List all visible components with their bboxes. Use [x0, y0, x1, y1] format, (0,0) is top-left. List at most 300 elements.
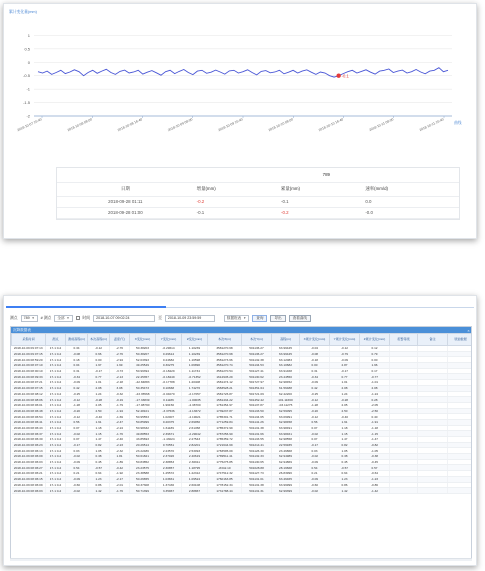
grid-cell: 2.36911 [182, 459, 208, 465]
grid-cell: -1.05 [360, 448, 390, 454]
grid-cell: 1775275.85 [208, 459, 242, 465]
grid-cell: 501126.30 [242, 448, 272, 454]
export-button[interactable]: 导出 [270, 315, 285, 322]
grid-cell: 2018-10-09 08:09:33 [12, 374, 46, 380]
grid-cell: -17.33839 [130, 397, 156, 403]
grid-cell: 1.42 [88, 488, 110, 494]
x-tick-label: 2018-10-10 08:00 [267, 117, 294, 133]
grid-cell: 0.54 [300, 465, 330, 471]
grid-cell: -1.89 [110, 459, 130, 465]
grid-cell: -0.29614 [156, 346, 182, 352]
grid-cell: 1583528.21 [208, 385, 242, 391]
grid-cell: 1.01 [330, 380, 360, 386]
displacement-line-chart [4, 4, 478, 162]
grid-cell: 50.85999 [130, 419, 156, 425]
grid-cell: 1.10239 [182, 351, 208, 357]
grid-cell: 1771259.84 [208, 419, 242, 425]
grid-col-header[interactable]: 本次X(m) [208, 334, 242, 346]
grid-cell: 501131.38 [242, 482, 272, 488]
summary-col-c: 速率(mm/d) [362, 182, 459, 196]
checkbox-icon[interactable] [76, 316, 80, 320]
grid-col-header[interactable]: Y累计变化(mm) [330, 334, 360, 346]
grid-cell: 0.56 [300, 419, 330, 425]
grid-cell: -0.25 [300, 391, 330, 397]
grid-cell: -3.73 [110, 368, 130, 374]
grid-cell: 1778152.34 [208, 482, 242, 488]
grid-cell: 17-1 0-2 [46, 425, 66, 431]
query-button[interactable]: 查询 [252, 315, 267, 322]
grid-cell: 17-1 0-2 [46, 351, 66, 357]
grid-cell: 23.23575 [130, 465, 156, 471]
grid-cell: 1581726.87 [208, 391, 242, 397]
grid-cell: -2.18 [110, 380, 130, 386]
grid-col-header[interactable]: 高程(m) [272, 334, 300, 346]
grid-cell: 1721644.69 [208, 442, 242, 448]
grid-cell: 2018-10-09 08:07:10 [12, 363, 46, 369]
grid-cell: 2018-10-09 08:59:20 [12, 357, 46, 363]
grid-cell: 63.99445 [272, 351, 300, 357]
grid-cell: 17-1 0-2 [46, 465, 66, 471]
grid-cell: -0.17 [88, 368, 110, 374]
grid-cell: 1.96150 [156, 402, 182, 408]
grid-cell: 23.44550 [272, 374, 300, 380]
grid-cell: 501136.27 [242, 346, 272, 352]
grid-cell: 2018-10-09 08:06:21 [12, 471, 46, 477]
grid-cell: 62.98452 [272, 380, 300, 386]
y-tick-label: 0.5 [24, 46, 30, 52]
grid-cell: 501727.97 [242, 380, 272, 386]
grid-col-header[interactable]: 测前高程(m) [66, 334, 88, 346]
grid-cell: 1.10239 [182, 346, 208, 352]
grid-cell: 0.45 [330, 459, 360, 465]
grid-cell: 1.96 [360, 363, 390, 369]
grid-cell: -2.47 [110, 419, 130, 425]
y-tick-label: -2 [26, 113, 30, 119]
grid-cell: 63.98491 [272, 425, 300, 431]
grid-cell: 1.06890 [182, 363, 208, 369]
grid-cell: -43.35568 [130, 391, 156, 397]
grid-cell: -2.32 [110, 448, 130, 454]
summary-table [56, 167, 460, 220]
grid-cell: 22.59935 [272, 442, 300, 448]
grid-cell: 1.20408 [182, 380, 208, 386]
grid-col-header[interactable]: 原始数据 [448, 334, 473, 346]
grid-cell: -0.38 [360, 454, 390, 460]
grid-cell: -0.17788 [156, 380, 182, 386]
grid-cell: -1.43024 [156, 437, 182, 443]
date-separator: 至 [158, 315, 162, 320]
grid-cell: 43.85693 [130, 437, 156, 443]
grid-cell: 1.24 [330, 391, 360, 397]
grid-cell: 1.05 [330, 448, 360, 454]
grid-cell: -0.20 [300, 408, 330, 414]
grid-cell: 0.77 [330, 374, 360, 380]
grid-cell: 2018-10-09 08:06:15 [12, 476, 46, 482]
grid-cell: -0.02 [66, 454, 88, 460]
grid-cell: 2018-10-09 08:06:48 [12, 408, 46, 414]
y-axis-unit-label: 累计变化量(mm) [9, 10, 37, 14]
grid-cell: 1.91 [330, 419, 360, 425]
grid-cell: -0.12 [300, 397, 330, 403]
grid-col-header[interactable]: Z变化(mm) [182, 334, 208, 346]
grid-cell: 0.11186 [156, 397, 182, 403]
grid-cell: 50.26655 [130, 476, 156, 482]
grid-col-header[interactable]: Y变化(mm) [156, 334, 182, 346]
grid-cell: 2.53093 [182, 448, 208, 454]
date-to-input[interactable]: 2018-10-09 23:59:59 [165, 315, 215, 322]
grid-cell: -0.71352 [182, 374, 208, 380]
grid-cell: 2018-10-09 08:08:12 [12, 391, 46, 397]
grid-cell: 50.38207 [130, 351, 156, 357]
grid-cell: 1.42 [330, 488, 360, 494]
grid-cell: -1.28 [66, 402, 88, 408]
grid-cell: 0.29614 [156, 351, 182, 357]
grid-cell: 0.86 [88, 482, 110, 488]
grid-cell: -1.23 [360, 476, 390, 482]
grid-cell: -0.08 [300, 351, 330, 357]
grid-cell: 17-1 0-2 [46, 385, 66, 391]
grid-cell: -0.09 [66, 380, 88, 386]
grid-cell: 2018-10-09 08:06:41 [12, 419, 46, 425]
grid-cell: 1.47 [330, 437, 360, 443]
grid-cell: 17-1 0-2 [46, 414, 66, 420]
grid-cell: 1747512.32 [208, 471, 242, 477]
grid-cell: 63.46465 [272, 476, 300, 482]
grid-cell: 1.18 [88, 425, 110, 431]
grid-cell: 1785301.71 [208, 414, 242, 420]
grid-cell: -0.18249 [156, 374, 182, 380]
grid-col-header[interactable]: 备注 [418, 334, 448, 346]
grid-cell: 0.56 [66, 419, 88, 425]
grid-cell: 17-1 0-2 [46, 482, 66, 488]
grid-cell: -0.57 [330, 465, 360, 471]
grid-cell: 0.30275 [156, 363, 182, 369]
grid-cell: 2.05 [88, 402, 110, 408]
grid-cell: 1.81 [110, 454, 130, 460]
grid-cell: -17.08790 [130, 402, 156, 408]
grid-cell: 501141.26 [242, 419, 272, 425]
grid-cell: 17-1 0-2 [46, 374, 66, 380]
grid-cell: 0.82 [330, 442, 360, 448]
grid-cell: -0.32 [110, 391, 130, 397]
grid-cell: 1.23 [88, 476, 110, 482]
grid-col-header[interactable]: Z累计变化(mm) [360, 334, 390, 346]
grid-cell: -0.12 [66, 397, 88, 403]
chevron-down-icon: ▼ [66, 316, 70, 320]
grid-cell: 17-1 0-2 [46, 437, 66, 443]
grid-cell: 0.10668 [156, 385, 182, 391]
grid-cell: -0.17 [300, 442, 330, 448]
grid-cell: -0.17 [66, 442, 88, 448]
grid-cell: 1781354.97 [208, 402, 242, 408]
grid-cell: -4.19021 [182, 414, 208, 420]
grid-cell: 1.37436 [156, 482, 182, 488]
grid-cell: -0.09 [300, 459, 330, 465]
grid-cell: 1783595.09 [208, 448, 242, 454]
grid-cell: 50.99394 [130, 368, 156, 374]
grid-cell: 3.35967 [156, 488, 182, 494]
grid-cell: 50.38203 [130, 346, 156, 352]
grid-cell: -1.76 [110, 431, 130, 437]
grid-cell: 49.25549 [130, 363, 156, 369]
grid-header-row [12, 334, 473, 346]
grid-cell: -1.00035 [182, 397, 208, 403]
point-label: 测点 [10, 315, 18, 320]
grid-cell: 1.05 [88, 448, 110, 454]
grid-cell: 2.23570 [156, 448, 182, 454]
grid-cell: -0.12 [66, 414, 88, 420]
grid-cell: 2018-10-09 08:08:06 [12, 397, 46, 403]
grid-cell: -0.79 [330, 351, 360, 357]
grid-cell: 0.07 [66, 437, 88, 443]
grid-cell: 62.42200 [272, 391, 300, 397]
grid-cell: 17-1 0-2 [46, 380, 66, 386]
grid-cell: 61.56488 [272, 385, 300, 391]
grid-cell: 1.03831 [156, 476, 182, 482]
summary-header-row [57, 182, 459, 196]
grid-cell [390, 488, 418, 494]
grid-cell: 1785359.72 [208, 437, 242, 443]
grid-cell: 17-1 0-2 [46, 431, 66, 437]
grid-cell: 0.77 [88, 374, 110, 380]
grid-cell: -0.04 [300, 346, 330, 352]
grid-cell: -0.64 [360, 471, 390, 477]
grid-cell: 0.40 [360, 414, 390, 420]
grid-cell: 0.54 [66, 465, 88, 471]
grid-cell: 17-1 0-2 [46, 419, 66, 425]
grid-cell: 0.21 [66, 471, 88, 477]
table-row: 2018-09-28 01:11 -0.2 -0.1 0.0 [57, 196, 459, 207]
grid-cell: 501127.73 [242, 471, 272, 477]
x-tick-label: 2018-10-11 16:40 [418, 117, 445, 133]
grid-cell: 501132.33 [242, 454, 272, 460]
grid-col-header[interactable]: 本次Y(m) [242, 334, 272, 346]
horizontal-scrollbar[interactable] [10, 558, 472, 561]
grid-cell: -2.40 [110, 437, 130, 443]
grid-cell: -0.40 [88, 414, 110, 420]
x-tick-label: 2018-10-08 16:40 [116, 117, 143, 133]
grid-cell: 2018-10-09 08:06:03 [12, 488, 46, 494]
x-tick-label: 2018-10-07 16:40 [16, 117, 43, 133]
grid-col-header[interactable]: 温度(℃) [110, 334, 130, 346]
table-row[interactable] [12, 488, 473, 494]
grid-cell: -1.91 [360, 419, 390, 425]
grid-cell: 0.00 [300, 363, 330, 369]
grid-cell: 1581474.12 [208, 380, 242, 386]
grid-cell: 1.47 [88, 437, 110, 443]
point-select[interactable]: 789 ▼ [21, 315, 38, 322]
grid-cell: 17-1 0-2 [46, 402, 66, 408]
grid-cell: 63.10682 [272, 363, 300, 369]
y-tick-label: 1 [27, 32, 30, 38]
grid-cell: -0.08 [66, 351, 88, 357]
grid-cell: 1.74276 [182, 385, 208, 391]
grid-cell: 501137.87 [242, 402, 272, 408]
grid-cell: -0.12 [330, 346, 360, 352]
mark-select[interactable]: 全部 ▼ [54, 315, 72, 322]
grid-cell: 2.05 [330, 402, 360, 408]
grid-cell: 52.03393 [130, 357, 156, 363]
grid-cell: 1.91 [88, 419, 110, 425]
grid-cell: -8342.10 [208, 465, 242, 471]
grid-cell: -0.12 [88, 346, 110, 352]
grid-cell: 0.86 [330, 482, 360, 488]
grid-cell: 0.07 [300, 425, 330, 431]
summary-col-b: 累量(mm) [278, 182, 362, 196]
grid-cell: 23.46868 [272, 448, 300, 454]
grid-col-header[interactable]: 报警等级 [390, 334, 418, 346]
grid-cell: 62.94989 [272, 454, 300, 460]
grid-cell: 501130.65 [242, 459, 272, 465]
grid-cell: 1612945.29 [208, 374, 242, 380]
highlight-label: -0.1 [341, 73, 349, 79]
grid-cell: 501130.62 [242, 374, 272, 380]
grid-cell: 63.91468 [272, 368, 300, 374]
chevron-down-icon: ▼ [31, 316, 35, 320]
grid-cell: -1.18 [360, 425, 390, 431]
grid-cell: 1581434.22 [208, 397, 242, 403]
grid-cell: 2.08 [88, 385, 110, 391]
chevron-down-icon: ▼ [243, 316, 247, 320]
grid-col-header[interactable]: X累计变化(mm) [300, 334, 330, 346]
close-icon[interactable]: × [467, 327, 470, 333]
grid-cell: 501133.50 [242, 408, 272, 414]
grid-cell: 2018-10-09 08:06:30 [12, 437, 46, 443]
grid-cell: 2.88867 [182, 488, 208, 494]
grid-cell: -0.09 [66, 476, 88, 482]
grid-cell: 1.18 [330, 425, 360, 431]
grid-cell: 2.38853 [156, 459, 182, 465]
time-label: 时间 [82, 315, 91, 320]
grid-cell: 17-1 0-2 [46, 448, 66, 454]
grid-cell: -2.23 [110, 442, 130, 448]
grid-cell: -2.94 [110, 357, 130, 363]
grid-cell: -2.24 [110, 425, 130, 431]
grid-cell: 0.38 [330, 454, 360, 460]
grid-cell: 2.50 [330, 408, 360, 414]
grid-cell: 0.04 [66, 363, 88, 369]
grid-cell: -0.45 [360, 459, 390, 465]
grid-col-header[interactable]: X变化(mm) [130, 334, 156, 346]
grid-cell: 1787256.90 [208, 431, 242, 437]
grid-cell: 3581270.74 [208, 363, 242, 369]
grid-cell: -1.79 [110, 402, 130, 408]
grid-cell: 0.70551 [156, 442, 182, 448]
grid-cell: 501351.64 [242, 385, 272, 391]
grid-cell: -2.17 [110, 476, 130, 482]
grid-cell: 2018-10-09 09:07:13 [12, 346, 46, 352]
grid-cell: -0.86 [360, 482, 390, 488]
grid-cell: 2018-10-09 08:06:37 [12, 431, 46, 437]
grid-cell: 0.45 [88, 459, 110, 465]
grid-cell: 17-1 0-2 [46, 397, 66, 403]
grid-cell: -4.38700 [182, 402, 208, 408]
grid-cell: 50.71399 [130, 488, 156, 494]
grid-cell: 2018-10-09 08:07:21 [12, 380, 46, 386]
summary-group-row [57, 168, 459, 182]
grid-cell: 49.88553 [130, 431, 156, 437]
grid-cell: -2.76 [110, 351, 130, 357]
grid-cell: 17-1 0-2 [46, 363, 66, 369]
mode-select[interactable]: 数据报表 ▼ [224, 315, 249, 322]
grid-col-header[interactable]: 采集时间 [12, 334, 46, 346]
grid-cell: 1.01 [88, 380, 110, 386]
grid-cell: 1.15 [88, 431, 110, 437]
grid-cell: 2.30857 [156, 465, 182, 471]
grid-cell: 1.23 [330, 476, 360, 482]
grid-cell: 1.02007 [156, 414, 182, 420]
grid-cell: 62.99399 [272, 488, 300, 494]
y-tick-label: 0 [27, 59, 30, 65]
grid-cell: -1.24 [360, 391, 390, 397]
grid-cell: 0.03 [300, 448, 330, 454]
grid-cell: 501214.41 [242, 442, 272, 448]
grid-cell: 23.38588 [130, 471, 156, 477]
grid-cell: 2018-10-09 09:07:15 [12, 351, 46, 357]
grid-cell: -0.09 [330, 357, 360, 363]
curve-panel [3, 3, 477, 239]
grid-col-header[interactable]: 测点 [46, 334, 66, 346]
grid-cell: 0.18 [66, 357, 88, 363]
grid-cell: -1.94 [110, 408, 130, 414]
grid-cell: 17-1 0-2 [46, 368, 66, 374]
grid-cell: 52.48101 [130, 408, 156, 414]
grid-cell: 2018-10-09 08:06:01 [12, 402, 46, 408]
grid-cell: 501028.88 [242, 465, 272, 471]
grid-cell: 0.42 [66, 385, 88, 391]
grid-col-header[interactable]: 本次高程(m) [88, 334, 110, 346]
grid-cell: 0.66 [88, 351, 110, 357]
summary-col-a: 增量(mm) [194, 182, 278, 196]
grid-cell: 50.35473 [130, 385, 156, 391]
grid-cell: 63.09991 [272, 414, 300, 420]
grid-cell: 2018-10-09 08:07:15 [12, 385, 46, 391]
grid-cell: 2.40619 [182, 454, 208, 460]
grid-cell: 501721.09 [242, 391, 272, 397]
grid-cell: 23.22486 [130, 448, 156, 454]
grid-cell: 2018-10-09 08:06:43 [12, 425, 46, 431]
grid-cell: 50.37308 [130, 482, 156, 488]
grid-cell: 501131.66 [242, 431, 272, 437]
grid-cell: 62.98458 [272, 419, 300, 425]
grid-cell: 2.60108 [182, 482, 208, 488]
grid-cell: -0.09 [300, 476, 330, 482]
view-curve-button[interactable]: 查看曲线 [289, 315, 311, 322]
grid-cell: -0.34 [300, 374, 330, 380]
grid-cell: -0.28 [88, 397, 110, 403]
grid-cell: 63.99999 [272, 482, 300, 488]
grid-cell: 1.09524 [182, 476, 208, 482]
grid-cell: 3581270.54 [208, 368, 242, 374]
grid-cell: 0.12 [360, 346, 390, 352]
grid-cell: -0.19 [110, 397, 130, 403]
grid-cell: 63.12083 [272, 357, 300, 363]
grid-cell: -1.47 [360, 437, 390, 443]
grid-cell: 1760163.85 [208, 476, 242, 482]
grid-cell: 1.61189 [156, 425, 182, 431]
grid-cell: -0.57 [88, 465, 110, 471]
y-tick-label: -1.5 [23, 100, 30, 106]
grid-cell: 50.83852 [130, 459, 156, 465]
grid-cell: -0.09 [300, 380, 330, 386]
summary-group-header: 789 [194, 168, 459, 182]
grid-cell: -0.02 [300, 488, 330, 494]
grid-title: 沉降数据表 [13, 327, 31, 332]
grid-cell: 0.64 [88, 471, 110, 477]
grid-cell: -4.13672 [182, 408, 208, 414]
date-from-input[interactable]: 2018-10-07 09:02:24 [93, 315, 155, 322]
grid-cell: 501127.41 [242, 368, 272, 374]
